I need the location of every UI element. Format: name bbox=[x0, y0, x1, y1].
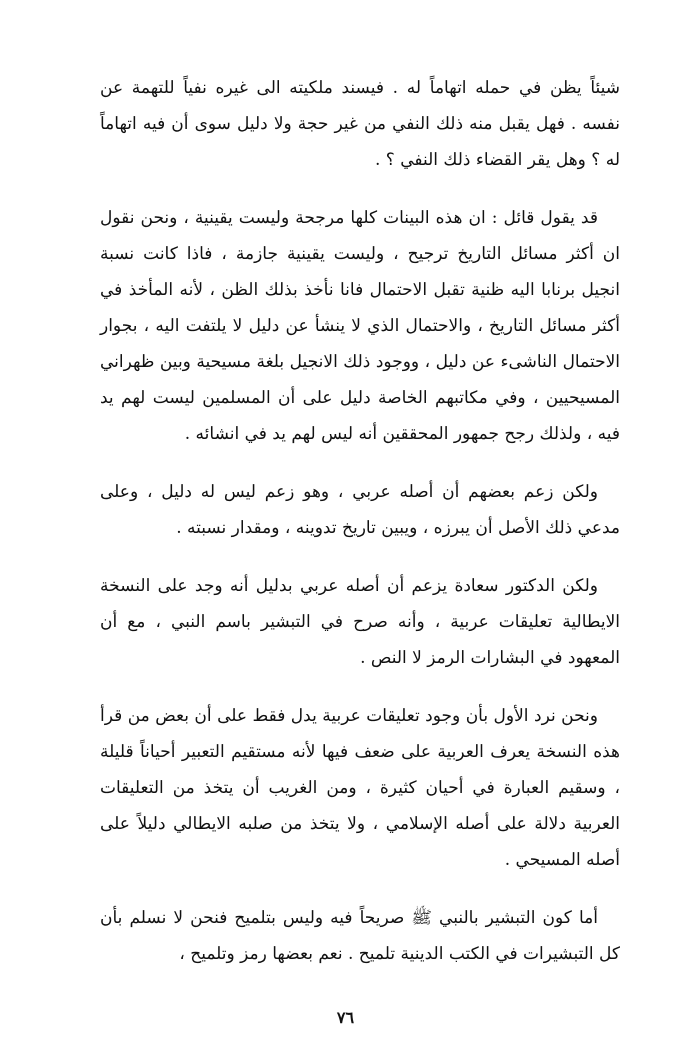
paragraph-2: قد يقول قائل : ان هذه البينات كلها مرجحة وليست يقينية ، ونحن نقول ان أكثر مسائل التاريخ ترجيح ، وليست يقينية جازمة ، فاذا كانت نسبة انجيل برنابا اليه ظنية تقبل الاحتمال فانا نأخذ بذلك الظن ، لأنه المأخذ في أكثر مسائل التاريخ ، والاحتمال الذي لا ينشأ عن دليل لا يلتفت اليه ، بجوار الاحتمال الناشىء عن دليل ، ووجود ذلك الانجيل بلغة مسيحية وبين ظهراني المسيحيين ، وفي مكاتبهم الخاصة دليل على أن المسلمين ليست لهم يد فيه ، ولذلك رجح جمهور المحققين أنه ليس لهم يد في انشائه . bbox=[100, 208, 620, 444]
paragraph-3: ولكن زعم بعضهم أن أصله عربي ، وهو زعم ليس له دليل ، وعلى مدعي ذلك الأصل أن يبرزه ، ويبين تاريخ تدوينه ، ومقدار نسبته . bbox=[100, 482, 620, 538]
paragraph-4: ولكن الدكتور سعادة يزعم أن أصله عربي بدليل أنه وجد على النسخة الايطالية تعليقات عربية ، وأنه صرح في التبشير باسم النبي ، مع أن المعهود في البشارات الرمز لا النص . bbox=[100, 576, 620, 668]
paragraph-5: ونحن نرد الأول بأن وجود تعليقات عربية يدل فقط على أن بعض من قرأ هذه النسخة يعرف العربية على ضعف فيها لأنه مستقيم التعبير أحياناً قليلة ، وسقيم العبارة في أحيان كثيرة ، ومن الغريب أن يتخذ من التعليقات العربية دلالة على أصله الإسلامي ، ولا يتخذ من صلبه الايطالي دليلاً على أصله المسيحي . bbox=[100, 706, 620, 870]
page-number: ٧٦ bbox=[336, 1008, 355, 1027]
paragraph-6: أما كون التبشير بالنبي ﷺ صريحاً فيه وليس بتلميح فنحن لا نسلم بأن كل التبشيرات في الكتب الدينية تلميح . نعم بعضها رمز وتلميح ، bbox=[100, 908, 620, 964]
page-body bbox=[100, 70, 620, 994]
paragraph-1: شيئاً يظن في حمله اتهاماً له . فيسند ملكيته الى غيره نفياً للتهمة عن نفسه . فهل يقبل منه ذلك النفي من غير حجة ولا دليل سوى أن فيه اتهاماً له ؟ وهل يقر القضاء ذلك النفي ؟ . bbox=[100, 78, 620, 170]
